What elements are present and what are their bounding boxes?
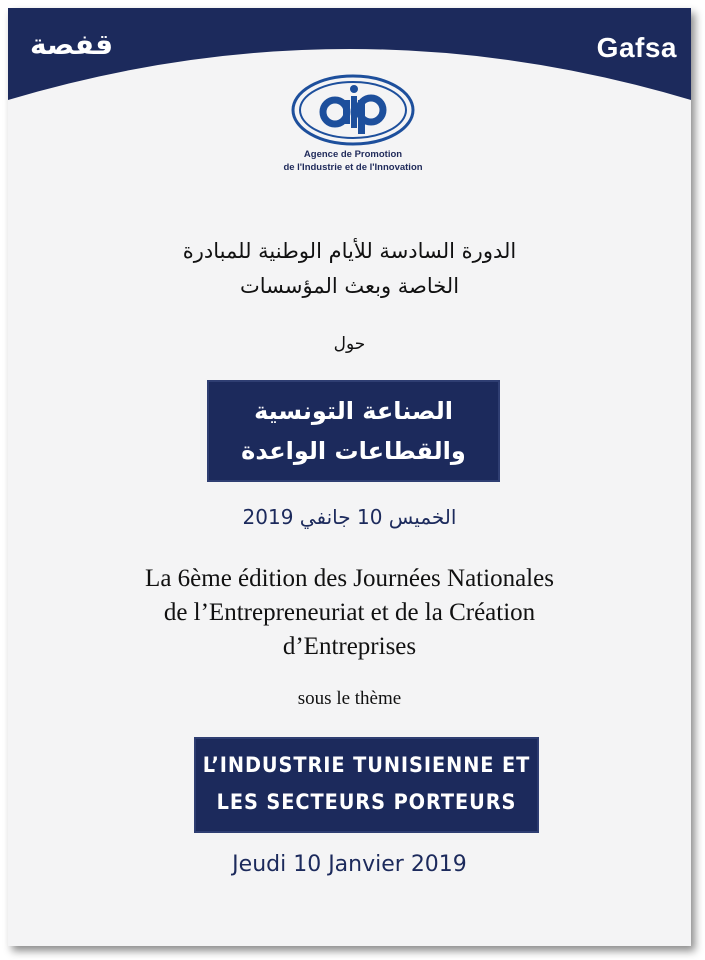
french-intro-line1: La 6ème édition des Journées Nationales xyxy=(145,565,554,592)
arabic-title-line2: الخاصة وبعث المؤسسات xyxy=(239,274,460,298)
arabic-about: حول xyxy=(333,334,366,354)
french-date: Jeudi 10 Janvier 2019 xyxy=(232,852,467,877)
french-theme-banner xyxy=(194,737,539,833)
logo-caption xyxy=(278,148,428,174)
logo-caption-line2: de l'Industrie et de l'Innovation xyxy=(283,162,423,173)
arabic-theme-banner xyxy=(207,380,500,482)
apii-logo-icon xyxy=(291,74,415,146)
arabic-theme-line2: والقطاعات الواعدة xyxy=(241,437,466,465)
french-theme-intro: sous le thème xyxy=(297,688,402,709)
arabic-date: الخميس 10 جانفي 2019 xyxy=(242,505,457,529)
apii-logo xyxy=(278,74,428,194)
arabic-title xyxy=(8,234,691,304)
arabic-title-line1: الدورة السادسة للأيام الوطنية للمبادرة xyxy=(182,239,517,263)
arabic-theme-line1: الصناعة التونسية xyxy=(254,397,453,425)
french-intro-line2: de l’Entrepreneuriat et de la Création xyxy=(163,599,536,626)
logo-caption-line1: Agence de Promotion xyxy=(303,149,403,160)
city-name-arabic: قفصة xyxy=(30,28,114,61)
poster xyxy=(8,8,691,946)
city-name-french: Gafsa xyxy=(596,32,677,63)
french-intro-line3: d’Entreprises xyxy=(282,633,417,660)
french-theme-line1: L’INDUSTRIE TUNISIENNE ET xyxy=(202,753,531,777)
french-theme-line2: LES SECTEURS PORTEURS xyxy=(216,790,517,814)
french-intro xyxy=(8,562,691,664)
